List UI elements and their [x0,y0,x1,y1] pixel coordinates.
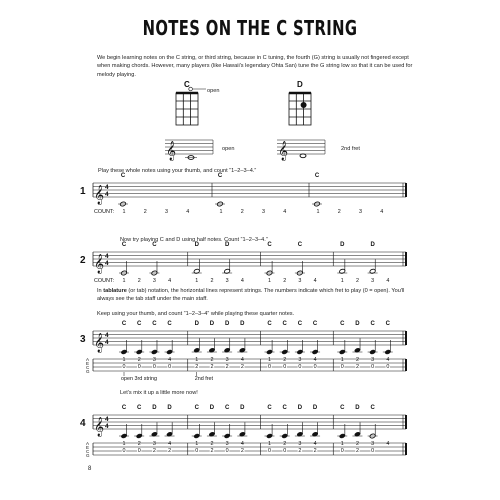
count-number: 4 [168,278,172,284]
note-letter-label: C [312,321,318,327]
count-number: 2 [240,209,244,215]
time-signature-top: 4 [105,416,109,424]
tab-fret-number: 2 [210,363,214,370]
note-head [266,433,273,438]
tab-fret-number: 2 [240,363,244,370]
count-number: 3 [371,441,375,447]
count-number: 3 [152,441,156,447]
note-head [281,433,288,438]
note-letter-label: C [282,405,287,411]
instruction-3: Keep using your thumb, and count “1–2–3–4” while playing these quarter notes. [97,311,295,317]
tab-open-annotation: open 3rd string [121,376,157,382]
tab-fret-number: 0 [371,363,375,370]
count-number: 4 [386,278,390,284]
note-head [136,433,143,438]
tab-fret-number: 2 [355,363,359,370]
count-number: 3 [371,357,375,363]
example-number: 4 [80,418,86,429]
note-letter-label: C [340,321,345,327]
tab-string-letter: E [86,445,90,450]
tab-fret-number: 0 [298,363,302,370]
tab-fret-number: 2 [195,363,199,370]
count-number: 2 [355,278,359,284]
tab-fret-number: 0 [283,447,287,454]
count-number: 4 [186,209,190,215]
count-number: 2 [137,278,141,284]
note-letter-label: C [385,321,390,327]
count-label: COUNT: [94,209,115,215]
example-number: 2 [80,255,86,266]
tab-fret-number: 2 [168,447,172,454]
count-number: 4 [386,441,390,447]
count-number: 3 [298,441,302,447]
tab-fret-number: 2 [225,363,229,370]
time-signature-bottom: 4 [105,423,109,431]
note-letter-label: C [314,173,320,179]
treble-clef-icon: 𝄞 [94,417,105,437]
count-number: 4 [313,357,317,363]
tab-string-letter: E [86,361,90,366]
tab-string-letter: C [86,449,90,454]
count-number: 3 [152,278,156,284]
count-number: 4 [168,441,172,447]
count-number: 1 [195,278,199,284]
example-number: 3 [80,334,86,345]
note-letter-label: C [120,173,126,179]
note-letter-label: C [121,321,127,327]
note-letter-label: D [152,405,157,411]
count-number: 3 [225,441,229,447]
count-number: 4 [240,278,244,284]
count-number: 3 [225,357,229,363]
note-head [266,349,273,354]
note-letter-label: D [340,242,345,248]
count-number: 3 [165,209,168,215]
tab-string-letter: G [86,369,90,374]
tab-intro-paragraph: In tablature (or tab) notation, the horizontal lines represent strings. The numbers indicate which fret to play (0 = open). You'll always see the tab staff under the main staff. [97,288,405,303]
count-number: 2 [283,357,287,363]
time-signature-bottom: 4 [105,191,109,199]
time-signature-top: 4 [105,184,109,192]
instruction-4: Let's mix it up a little more now! [120,390,198,396]
note-head [193,433,200,438]
example-number: 1 [80,186,86,197]
count-number: 1 [316,209,320,215]
note-head [281,349,288,354]
count-number: 2 [210,441,214,447]
count-number: 2 [283,441,287,447]
time-signature-bottom: 4 [105,339,109,347]
tab-fret-annotation: 2nd fret [194,376,214,382]
count-number: 4 [283,209,287,215]
tab-fret-number: 2 [298,447,302,454]
tab-string-letter: G [86,453,90,458]
treble-clef-icon: 𝄞 [166,141,177,161]
note-head [339,349,346,354]
count-number: 1 [340,357,344,363]
chord-c-staff-label: open [222,146,235,152]
count-number: 2 [143,209,147,215]
page-title: NOTES ON THE C STRING [142,16,358,40]
tab-fret-number: 0 [122,447,126,454]
count-number: 1 [340,278,344,284]
count-number: 1 [195,441,199,447]
count-number: 3 [359,209,362,215]
count-number: 1 [122,278,126,284]
tab-fret-number: 0 [313,363,317,370]
count-number: 4 [240,441,244,447]
note-head [312,349,319,354]
note-head [369,349,376,354]
note-letter-label: C [121,242,127,248]
note-letter-label: C [152,321,157,327]
note-letter-label: C [167,321,172,327]
note-head [121,349,128,354]
count-number: 1 [122,209,126,215]
note-letter-label: D [209,405,215,411]
note-letter-label: D [355,405,360,411]
tab-string-letter: C [86,365,90,370]
tab-intro-bold: tablature [103,288,127,294]
note-letter-label: D [355,321,360,327]
note-letter-label: D [167,405,172,411]
treble-clef-icon: 𝄞 [94,185,105,205]
note-head [385,349,392,354]
treble-clef-icon: 𝄞 [94,254,105,274]
count-number: 4 [168,357,172,363]
note-letter-label: C [121,405,127,411]
mini-staff-c [165,140,213,161]
count-number: 1 [268,441,271,447]
tab-fret-number: 0 [283,363,287,370]
chord-diagram-d [289,93,311,125]
tab-fret-number: 0 [386,363,390,370]
tab-fret-number: 0 [371,447,375,454]
count-number: 2 [355,357,359,363]
count-number: 1 [122,357,126,363]
count-number: 3 [225,278,229,284]
note-letter-label: D [240,405,245,411]
treble-clef-icon: 𝄞 [94,333,105,353]
count-number: 1 [268,357,271,363]
tab-fret-number: 0 [137,363,141,370]
count-number: 3 [371,278,375,284]
note-letter-label: C [267,405,272,411]
note-letter-label: D [224,242,230,248]
count-number: 3 [152,357,156,363]
tab-fret-number: 0 [340,363,344,370]
tab-fret-number: 2 [152,447,156,454]
chord-d-staff-label: 2nd fret [341,146,360,152]
count-number: 3 [262,209,265,215]
note-head [297,349,304,354]
count-number: 4 [313,278,317,284]
note-letter-label: C [297,321,303,327]
note-letter-label: C [340,405,345,411]
chord-d-name: D [297,80,303,89]
tab-fret-number: 2 [210,447,214,454]
note-letter-label: C [267,321,272,327]
count-number: 4 [380,209,384,215]
count-number: 1 [122,441,126,447]
count-number: 2 [283,278,287,284]
tab-fret-number: 0 [268,447,271,454]
tab-string-letter: A [86,357,90,362]
count-number: 4 [313,441,317,447]
count-number: 4 [240,357,244,363]
note-letter-label: D [224,321,230,327]
note-letter-label: D [194,242,199,248]
count-number: 4 [386,357,390,363]
note-letter-label: C [152,242,157,248]
note-head [339,433,346,438]
page-number: 8 [88,466,92,472]
note-letter-label: C [282,321,287,327]
note-letter-label: C [137,321,142,327]
count-number: 3 [298,278,302,284]
chord-c-name: C [184,80,190,89]
chord-c-open-label: open [207,88,220,94]
tab-fret-number: 0 [268,363,271,370]
count-number: 2 [355,441,359,447]
note-head [224,433,231,438]
count-number: 1 [195,357,199,363]
tab-fret-number: 2 [355,447,359,454]
note-letter-label: C [217,173,223,179]
note-letter-label: C [267,242,272,248]
instruction-2: Now try playing C and D using half notes. Count “1–2–3–4.” [120,237,268,243]
tab-string-letter: A [86,441,90,446]
count-number: 3 [298,357,302,363]
note-letter-label: C [224,405,230,411]
note-letter-label: C [370,405,375,411]
note-letter-label: C [370,321,375,327]
count-label: COUNT: [94,278,115,284]
note-head [166,349,173,354]
tab-fret-number: 0 [225,447,229,454]
tab-fret-number: 0 [195,447,199,454]
instruction-1: Play these whole notes using your thumb, and count “1–2–3–4.” [98,168,257,174]
note-head [136,349,143,354]
count-number: 2 [337,209,341,215]
tab-fret-number: 0 [152,363,156,370]
note-head [151,349,158,354]
count-number: 1 [340,441,344,447]
count-number: 2 [210,357,214,363]
chord-diagram-c [176,87,206,125]
note-letter-label: D [240,321,245,327]
tab-fret-number: 2 [240,447,244,454]
intro-paragraph: We begin learning notes on the C string, or third string, because in C tuning, the fourth (G) string is usually not fingered except when making chords. However, many players (like Hawaii's legendary Ohta San) tune the G string low so that it can be used for melody playing. [97,55,413,78]
note-letter-label: C [137,405,142,411]
count-number: 2 [137,441,141,447]
tab-fret-number: 0 [340,447,344,454]
note-letter-label: D [370,242,375,248]
tab-fret-number: 0 [137,447,141,454]
note-letter-label: D [297,405,303,411]
note-letter-label: D [209,321,215,327]
note-letter-label: D [312,405,318,411]
treble-clef-icon: 𝄞 [278,141,289,161]
tab-fret-number: 0 [168,363,172,370]
count-number: 2 [137,357,141,363]
note-letter-label: D [194,321,199,327]
time-signature-top: 4 [105,253,109,261]
note-head [121,433,128,438]
tab-fret-number: 0 [122,363,126,370]
count-number: 2 [210,278,214,284]
count-number: 1 [219,209,223,215]
note-letter-label: C [194,405,199,411]
note-letter-label: C [297,242,303,248]
tab-fret-number: 2 [313,447,317,454]
count-number: 1 [268,278,271,284]
mini-staff-d [277,140,325,161]
time-signature-top: 4 [105,332,109,340]
time-signature-bottom: 4 [105,260,109,268]
